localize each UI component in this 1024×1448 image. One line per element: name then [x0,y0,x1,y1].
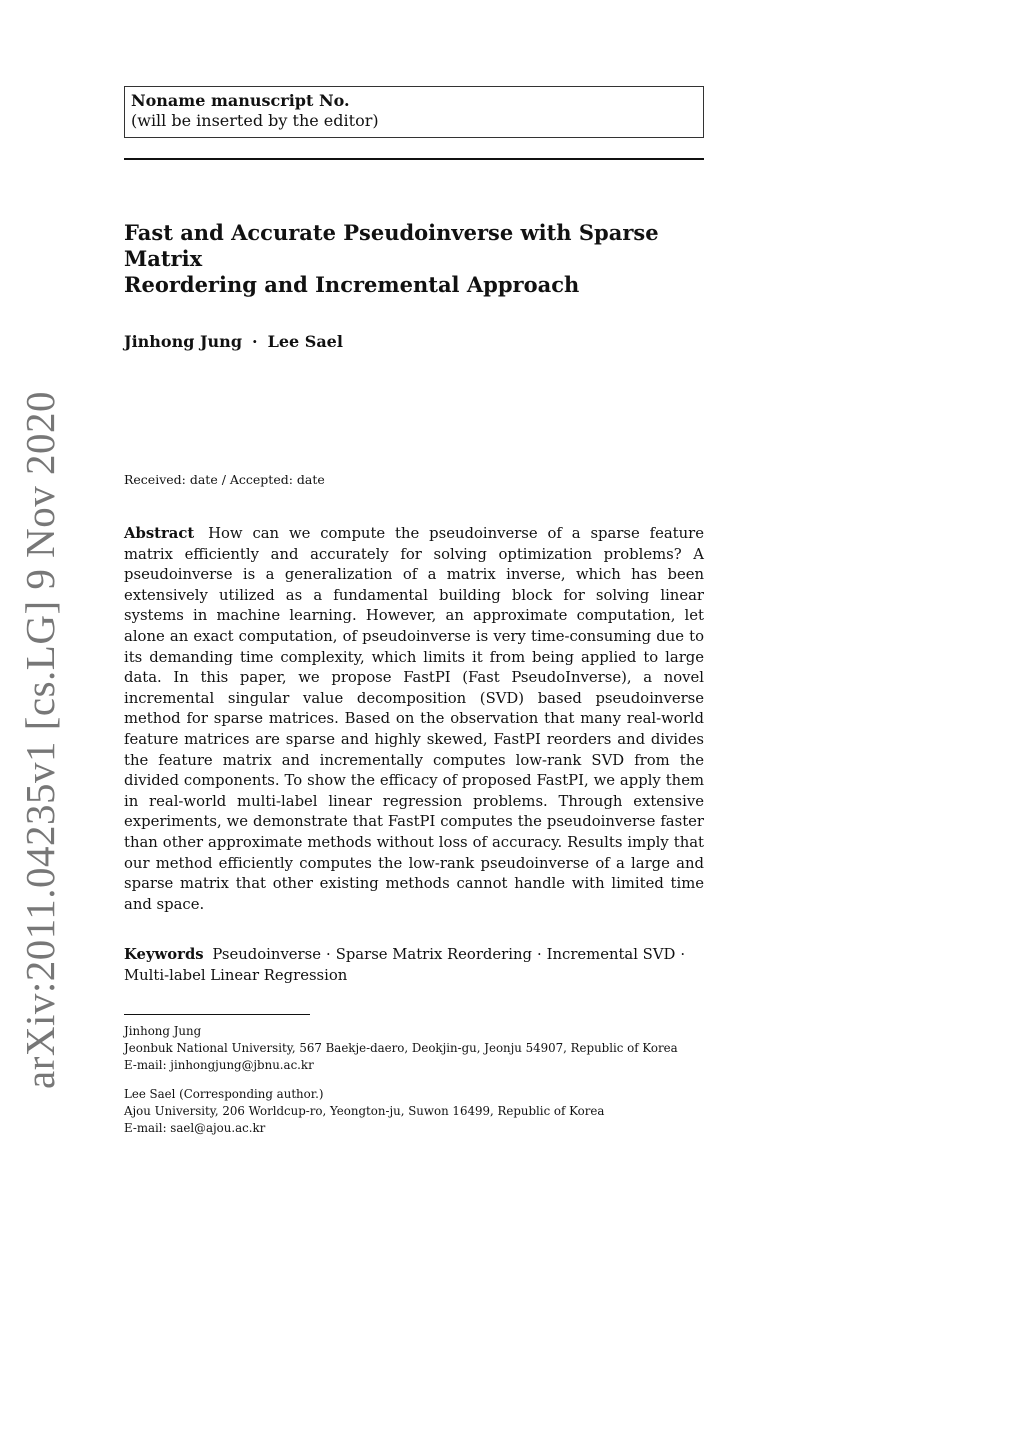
abstract [124,524,704,915]
affiliation-1 [124,1023,704,1074]
keyword-separator: · [325,946,331,964]
paper-page [124,86,704,1137]
abstract-text: How can we compute the pseudoinverse of a sparse feature matrix efficiently and accurately for solving optimization problems? A pseudoinverse is a generalization of a matrix inverse, which has been extensively utilized as a fundamental building block for solving linear systems in machine learning. However, an approximate computation, let alone an exact computation, of pseudoinverse is very time-consuming due to its demanding time complexity, which limits it from being applied to large data. In this paper, we propose FastPI (Fast PseudoInverse), a novel incremental singular value decomposition (SVD) based pseudoinverse method for sparse matrices. Based on the observation that many real-world feature matrices are sparse and highly skewed, FastPI reorders and divides the feature matrix and incrementally computes low-rank SVD from the divided components. To show the efficacy of proposed FastPI, we apply them in real-world multi-label linear regression problems. Through extensive experiments, we demonstrate that FastPI computes the pseudoinverse faster than other approximate methods without loss of accuracy. Results imply that our method efficiently computes the low-rank pseudoinverse of a large and sparse matrix that other existing methods cannot handle with limited time and space. [124,525,704,913]
keyword: Pseudoinverse [212,946,321,964]
keywords-label: Keywords [124,946,204,964]
affiliation-email: E-mail: jinhongjung@jbnu.ac.kr [124,1058,314,1073]
affiliation-name: Lee Sael (Corresponding author.) [124,1087,324,1102]
keyword-separator: · [536,946,542,964]
abstract-label: Abstract [124,525,195,542]
author-2: Lee Sael [267,332,343,351]
paper-title [124,220,704,298]
keyword: Incremental SVD [546,946,676,964]
keyword: Multi-label Linear Regression [124,966,348,984]
affiliation-address: Ajou University, 206 Worldcup-ro, Yeongton-ju, Suwon 16499, Republic of Korea [124,1104,605,1119]
arxiv-id: arXiv:2011.04235v1 [cs.LG] 9 Nov 2020 [17,391,64,1089]
affiliation-2 [124,1086,704,1137]
header-rule [124,158,704,160]
author-1: Jinhong Jung [124,332,242,351]
keyword: Sparse Matrix Reordering [335,946,532,964]
authors [124,332,704,352]
affiliation-name: Jinhong Jung [124,1024,202,1039]
keywords [124,945,704,986]
editor-note: (will be inserted by the editor) [131,111,379,130]
title-line-1: Fast and Accurate Pseudoinverse with Sparse Matrix [124,220,659,271]
affiliation-email: E-mail: sael@ajou.ac.kr [124,1121,266,1136]
manuscript-box [124,86,704,138]
footnote-rule [124,1014,310,1015]
author-separator: · [252,332,258,351]
title-line-2: Reordering and Incremental Approach [124,272,580,297]
arxiv-sidebar-stamp [10,391,70,1089]
manuscript-number: Noname manuscript No. [131,91,350,110]
keyword-separator: · [680,946,686,964]
received-accepted-dates: Received: date / Accepted: date [124,472,325,487]
affiliation-address: Jeonbuk National University, 567 Baekje-daero, Deokjin-gu, Jeonju 54907, Republic of Korea [124,1041,678,1056]
